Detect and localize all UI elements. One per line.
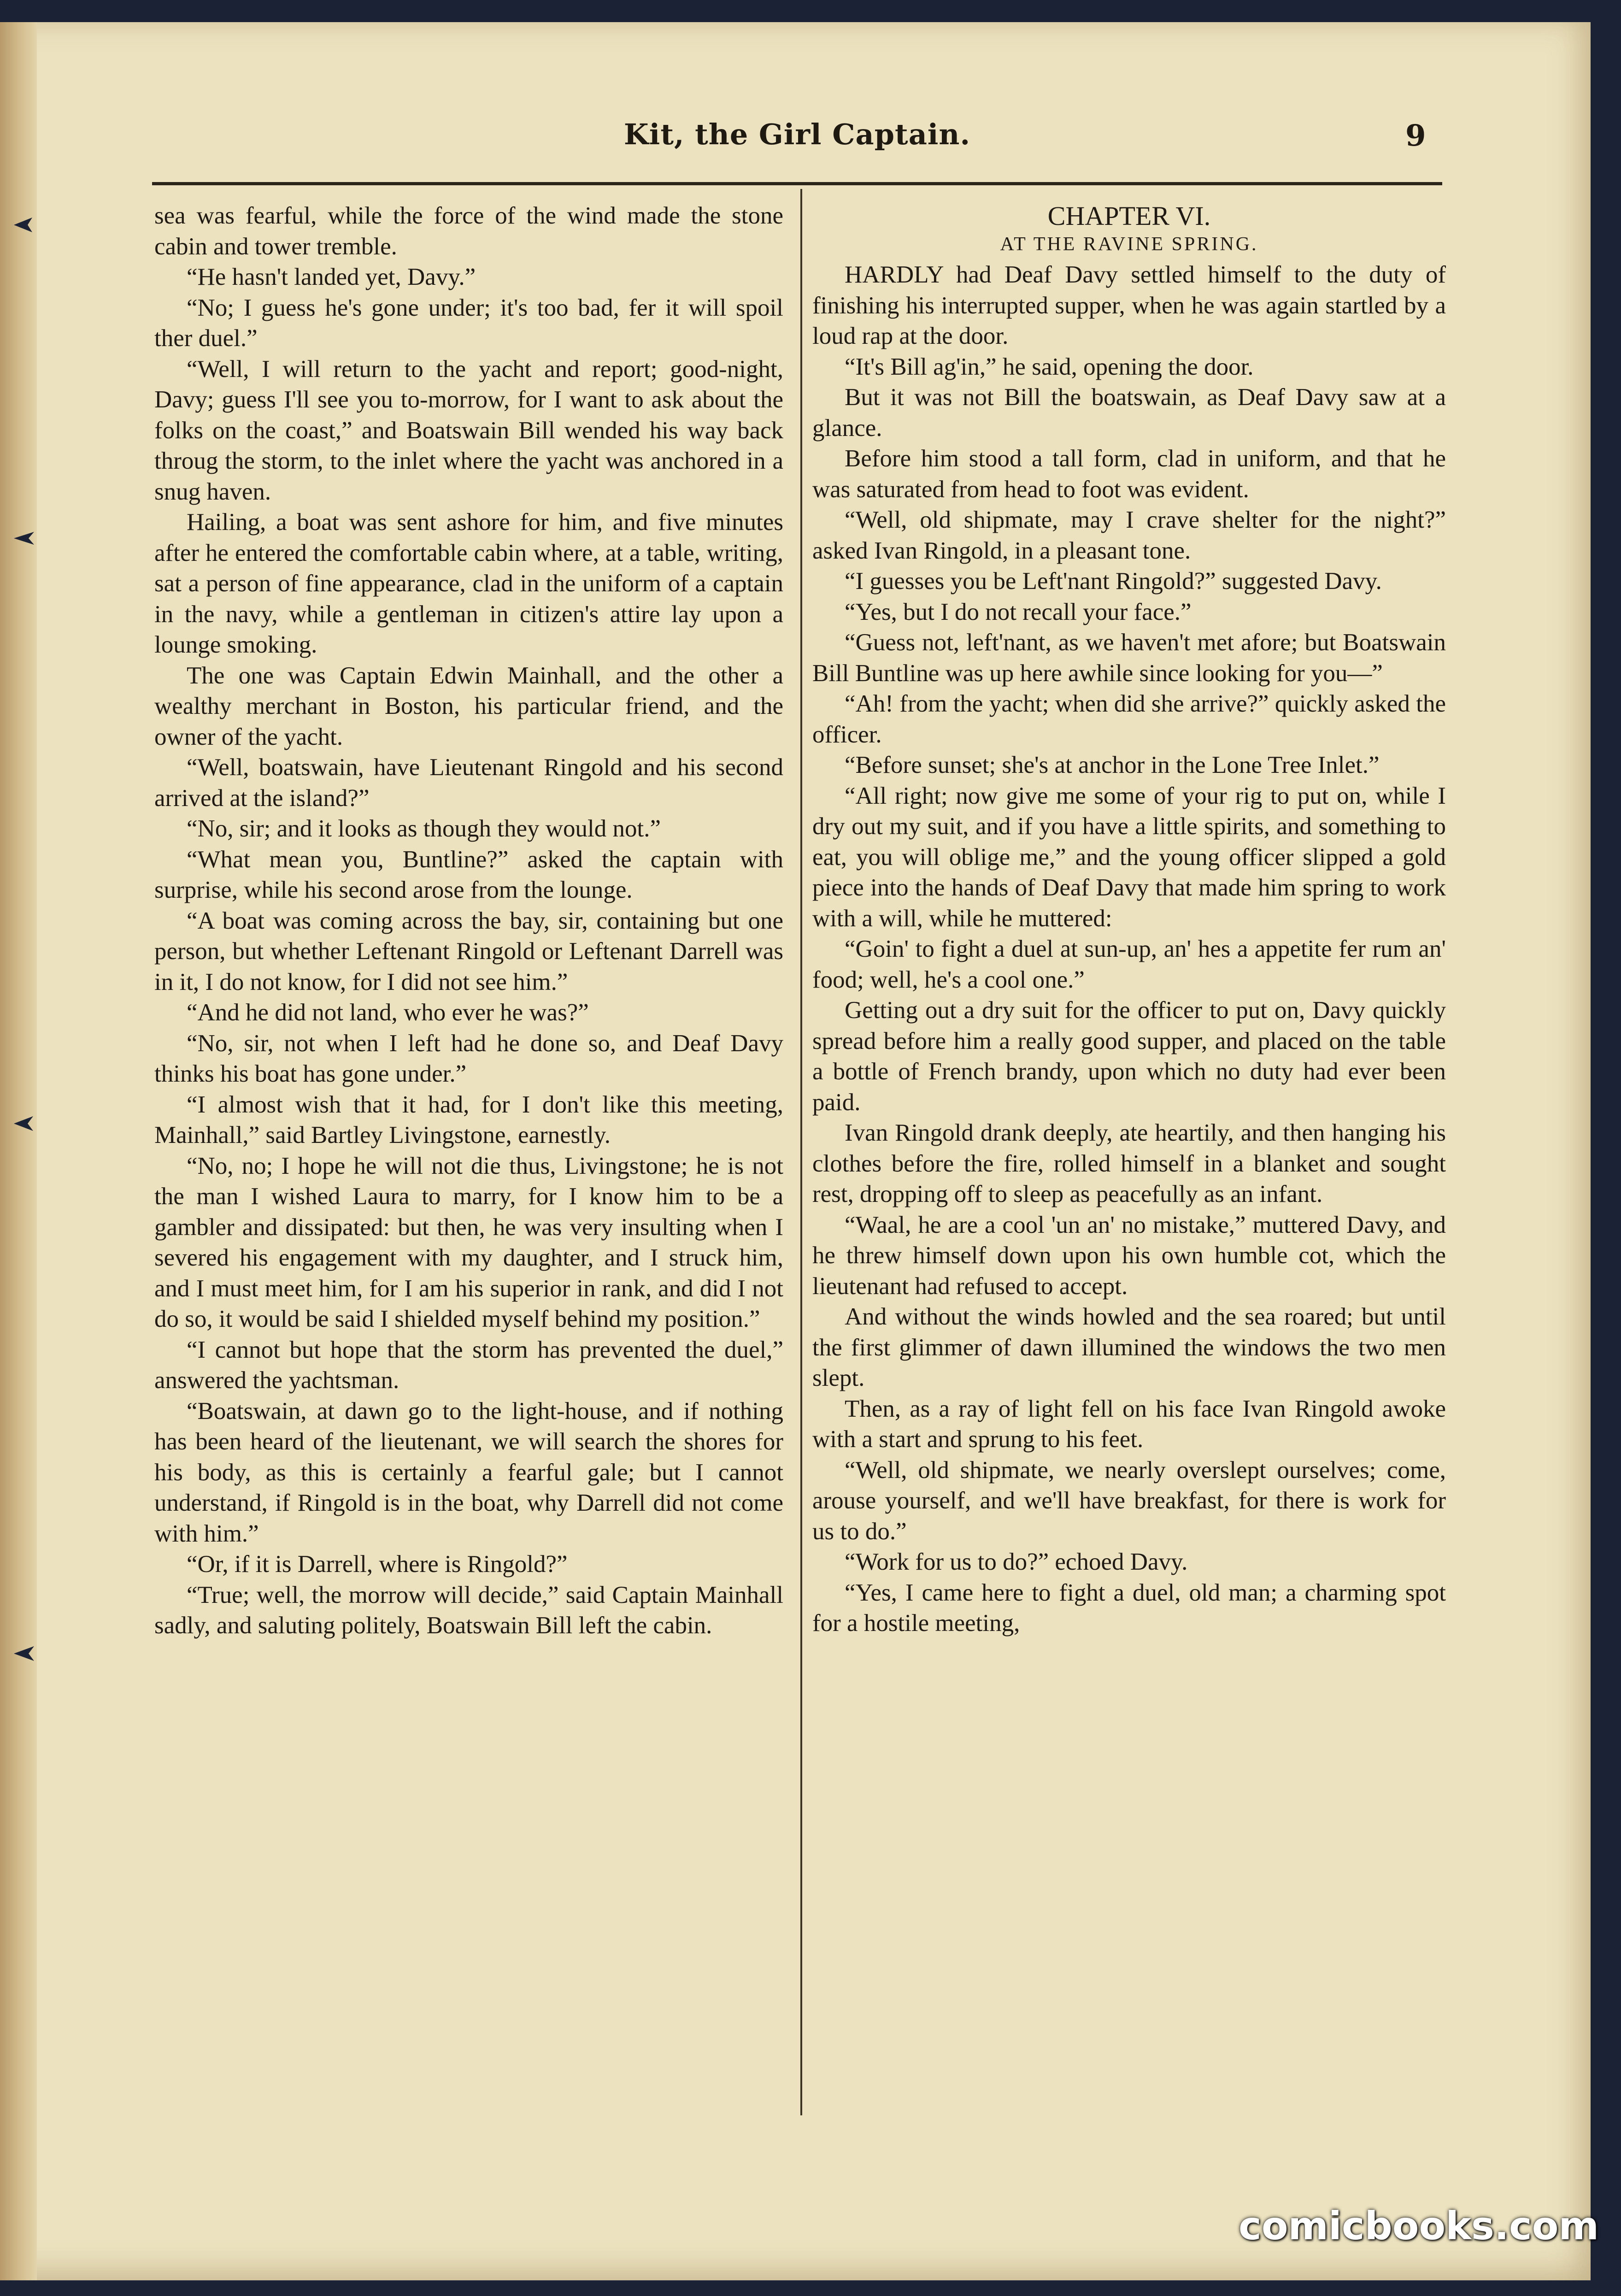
paragraph: “Well, boatswain, have Lieutenant Ringold and his second arrived at the island?” (154, 754, 783, 812)
paragraph: “What mean you, Buntline?” asked the captain with surprise, while his second arose from the lounge. (154, 846, 783, 903)
watermark-logo: comicbooks.com (1239, 2203, 1599, 2249)
paragraph: “A boat was coming across the bay, sir, containing but one person, but whether Leftenant Ringold or Leftenant Darrell was in it, I do not know, for I did not see him.” (154, 907, 783, 995)
paragraph: “No, sir, not when I left had he done so, and Deaf Davy thinks his boat has gone under.” (154, 1030, 783, 1087)
page-header (152, 108, 1442, 168)
paragraph: “Before sunset; she's at anchor in the Lone Tree Inlet.” (845, 752, 1380, 778)
paragraph: “I almost wish that it had, for I don't like this meeting, Mainhall,” said Bartley Livingstone, earnestly. (154, 1091, 783, 1148)
chapter-title: CHAPTER VI. (1047, 201, 1211, 231)
running-title: Kit, the Girl Captain. (623, 118, 971, 151)
paragraph: “True; well, the morrow will decide,” said Captain Mainhall sadly, and saluting politely, Boatswain Bill left the cabin. (154, 1581, 783, 1639)
paragraph: “No; I guess he's gone under; it's too bad, fer it will spoil ther duel.” (154, 294, 783, 352)
paragraph: “Ah! from the yacht; when did she arrive?” quickly asked the officer. (812, 690, 1446, 748)
header-rule (152, 182, 1442, 185)
paragraph: “No, no; I hope he will not die thus, Livingstone; he is not the man I wished Laura to marry, for I know him to be a gambler and dissipated: but then, he was very insulting when I severed his engagement with my daughter, and I struck him, and I must meet him, for I am his superior in rank, and did I not do so, it would be said I shielded myself behind my position.” (154, 1152, 783, 1332)
paragraph: Then, as a ray of light fell on his face Ivan Ringold awoke with a start and sprung to his feet. (812, 1395, 1446, 1453)
paragraph: “It's Bill ag'in,” he said, opening the door. (845, 353, 1254, 380)
paragraph: Before him stood a tall form, clad in uniform, and that he was saturated from head to foot was evident. (812, 445, 1446, 503)
paragraph: HARDLY had Deaf Davy settled himself to the duty of finishing his interrupted supper, when he was again startled by a loud rap at the door. (812, 261, 1446, 349)
left-column (154, 200, 783, 1641)
paragraph: “Boatswain, at dawn go to the light-house, and if nothing has been heard of the lieutenant, we will search the shores for his body, as this is certainly a fearful gale; but I cannot understand, if Ringold is in the boat, why Darrell did not come with him.” (154, 1397, 783, 1547)
paragraph: Ivan Ringold drank deeply, ate heartily, and then hanging his clothes before the fire, rolled himself in a blanket and sought rest, dropping off to sleep as peacefully as an infant. (812, 1119, 1446, 1207)
paragraph: “Yes, I came here to fight a duel, old man; a charming spot for a hostile meeting, (812, 1579, 1446, 1637)
paragraph: “Waal, he are a cool 'un an' no mistake,” muttered Davy, and he threw himself down upon his own humble cot, which the lieutenant had refused to accept. (812, 1211, 1446, 1300)
paragraph: And without the winds howled and the sea roared; but until the first glimmer of dawn illumined the windows the two men slept. (812, 1303, 1446, 1391)
paragraph: “All right; now give me some of your rig to put on, while I dry out my suit, and if you have a little spirits, and something to eat, you will oblige me,” and the young officer slipped a gold piece into the hands of Deaf Davy that made him spring to work with a will, while he muttered: (812, 782, 1446, 932)
paragraph: But it was not Bill the boatswain, as Deaf Davy saw at a glance. (812, 384, 1446, 442)
binding-hole-icon (14, 211, 41, 239)
page-number: 9 (1405, 118, 1426, 153)
paragraph: Hailing, a boat was sent ashore for him, and five minutes after he entered the comfortable cabin where, at a table, writing, sat a person of fine appearance, clad in the uniform of a captain in the navy, while a gentleman in citizen's attire lay upon a lounge smoking. (154, 509, 783, 658)
binding-hole-icon (14, 1110, 41, 1137)
paragraph: “Goin' to fight a duel at sun-up, an' hes a appetite fer rum an' food; well, he's a cool one.” (812, 936, 1446, 993)
paragraph: sea was fearful, while the force of the wind made the stone cabin and tower tremble. (154, 202, 783, 260)
paragraph: “Yes, but I do not recall your face.” (845, 598, 1192, 625)
paragraph: “Guess not, left'nant, as we haven't met afore; but Boatswain Bill Buntline was up here awhile since looking for you—” (812, 629, 1446, 687)
binding-hole-icon (14, 524, 41, 552)
paragraph: The one was Captain Edwin Mainhall, and the other a wealthy merchant in Boston, his particular friend, and the owner of the yacht. (154, 662, 783, 750)
paragraph: “Work for us to do?” echoed Davy. (845, 1548, 1188, 1575)
binding-hole-icon (14, 1640, 41, 1667)
page-spine-edge (0, 22, 37, 2280)
chapter-subtitle: AT THE RAVINE SPRING. (1000, 234, 1258, 255)
paragraph: “He hasn't landed yet, Davy.” (187, 264, 476, 290)
right-column (812, 200, 1446, 1639)
paragraph: “Well, I will return to the yacht and report; good-night, Davy; guess I'll see you to-morrow, for I want to ask about the folks on the coast,” and Boatswain Bill wended his way back throug the storm, to the inlet where the yacht was anchored in a snug haven. (154, 355, 783, 505)
paragraph: “Well, old shipmate, we nearly overslept ourselves; come, arouse yourself, and we'll have breakfast, for there is work for us to do.” (812, 1456, 1446, 1545)
paragraph: “I guesses you be Left'nant Ringold?” suggested Davy. (845, 568, 1382, 595)
paragraph: “No, sir; and it looks as though they would not.” (187, 815, 661, 842)
paragraph: Getting out a dry suit for the officer to put on, Davy quickly spread before him a really good supper, and placed on the table a bottle of French brandy, upon which no duty had ever been paid. (812, 997, 1446, 1116)
paragraph: “Or, if it is Darrell, where is Ringold?” (187, 1551, 568, 1578)
column-divider (800, 189, 802, 2115)
paragraph: “And he did not land, who ever he was?” (187, 999, 589, 1026)
paragraph: “Well, old shipmate, may I crave shelter for the night?” asked Ivan Ringold, in a pleasant tone. (812, 506, 1446, 564)
paragraph: “I cannot but hope that the storm has prevented the duel,” answered the yachtsman. (154, 1336, 783, 1394)
